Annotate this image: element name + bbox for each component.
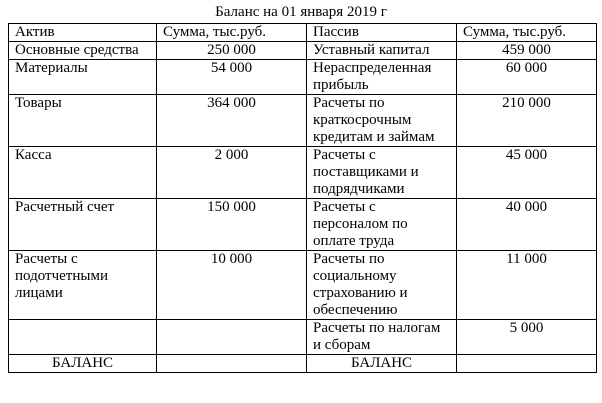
header-row [9, 24, 597, 42]
asset-sum [157, 320, 307, 355]
asset-name: Товары [9, 95, 157, 147]
liability-total-label: БАЛАНС [307, 355, 457, 373]
asset-sum: 10 000 [157, 251, 307, 320]
asset-name: Материалы [9, 60, 157, 95]
table-row [9, 251, 597, 320]
liability-name: Расчеты с персоналом по оплате труда [307, 199, 457, 251]
liability-total-sum [457, 355, 597, 373]
liability-name: Нераспределенная прибыль [307, 60, 457, 95]
header-liability: Пассив [307, 24, 457, 42]
totals-row [9, 355, 597, 373]
liability-name: Уставный капитал [307, 42, 457, 60]
liability-name: Расчеты с поставщиками и подрядчиками [307, 147, 457, 199]
asset-sum: 150 000 [157, 199, 307, 251]
asset-name: Основные средства [9, 42, 157, 60]
liability-name: Расчеты по краткосрочным кредитам и займам [307, 95, 457, 147]
liability-sum: 60 000 [457, 60, 597, 95]
asset-name: Расчеты с подотчетными лицами [9, 251, 157, 320]
asset-sum: 250 000 [157, 42, 307, 60]
header-liability-sum: Сумма, тыс.руб. [457, 24, 597, 42]
table-row [9, 95, 597, 147]
asset-name: Касса [9, 147, 157, 199]
asset-sum: 2 000 [157, 147, 307, 199]
asset-total-label: БАЛАНС [9, 355, 157, 373]
table-row [9, 320, 597, 355]
liability-sum: 11 000 [457, 251, 597, 320]
table-row [9, 60, 597, 95]
asset-total-sum [157, 355, 307, 373]
liability-sum: 40 000 [457, 199, 597, 251]
asset-name [9, 320, 157, 355]
liability-name: Расчеты по налогам и сборам [307, 320, 457, 355]
liability-sum: 45 000 [457, 147, 597, 199]
table-row [9, 199, 597, 251]
liability-sum: 5 000 [457, 320, 597, 355]
liability-name: Расчеты по социальному страхованию и обеспечению [307, 251, 457, 320]
header-asset-sum: Сумма, тыс.руб. [157, 24, 307, 42]
asset-sum: 54 000 [157, 60, 307, 95]
table-row [9, 42, 597, 60]
table-row [9, 147, 597, 199]
header-asset: Актив [9, 24, 157, 42]
balance-table [8, 23, 597, 373]
asset-sum: 364 000 [157, 95, 307, 147]
liability-sum: 210 000 [457, 95, 597, 147]
asset-name: Расчетный счет [9, 199, 157, 251]
liability-sum: 459 000 [457, 42, 597, 60]
document-title: Баланс на 01 января 2019 г [215, 4, 387, 20]
